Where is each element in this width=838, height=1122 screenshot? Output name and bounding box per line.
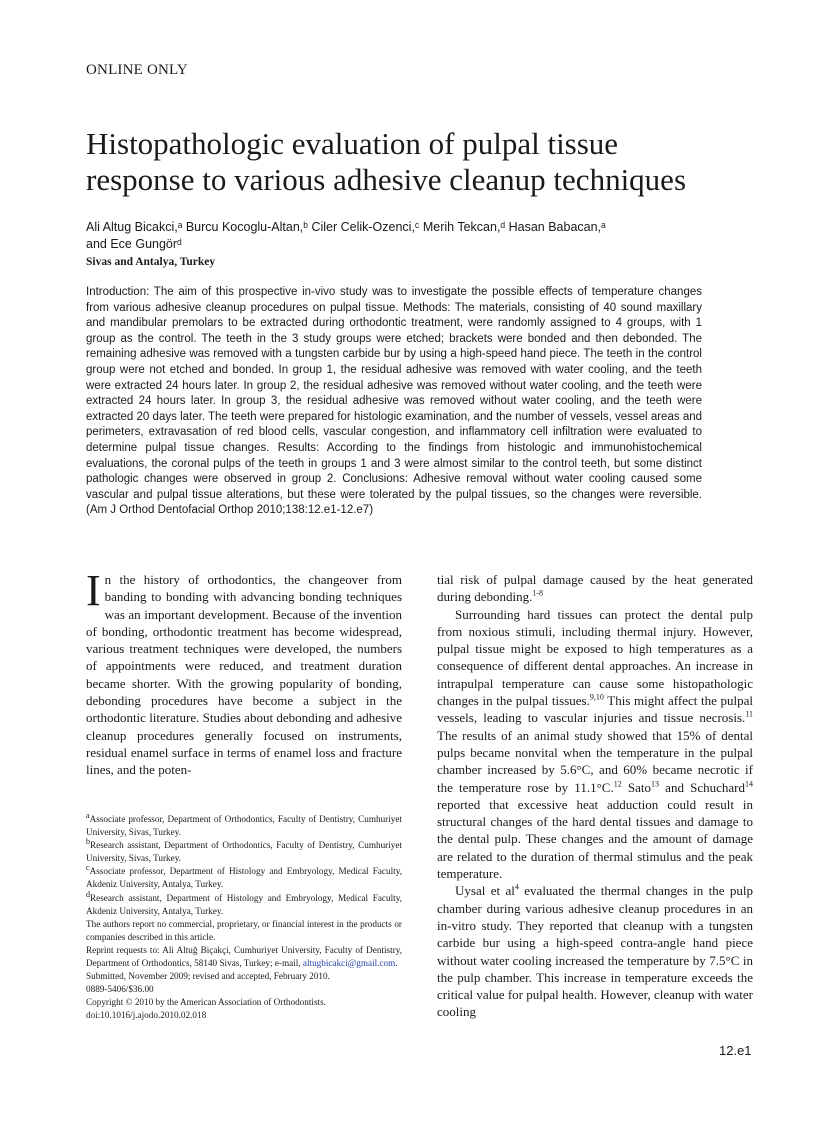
title-line-2: response to various adhesive cleanup techniques xyxy=(86,162,687,197)
footnote-b: $^b$Research assistant, Department of Orthodontics, Faculty of Dentistry, Cumhuriyet University, Sivas, Turkey. xyxy=(86,837,402,864)
citation-ref[interactable]: 12 xyxy=(613,779,622,789)
footnotes xyxy=(86,810,402,1023)
footnote-issn: 0889-5406/$36.00 xyxy=(86,984,154,995)
footnote-copyright: Copyright © 2010 by the American Association of Orthodontists. xyxy=(86,997,326,1008)
citation-ref[interactable]: 4 xyxy=(514,883,519,893)
footnote-disclosure: The authors report no commercial, proprietary, or financial interest in the products or companies described in this article. xyxy=(86,918,402,942)
section-label: ONLINE ONLY xyxy=(86,62,188,78)
footnote-d: $^d$Research assistant, Department of Histology and Embryology, Medical Faculty, Akdeniz University, Antalya, Turkey. xyxy=(86,889,402,916)
body-column-right xyxy=(437,571,753,1021)
article-title xyxy=(86,126,786,198)
citation-ref[interactable]: 1-8 xyxy=(532,588,543,598)
title-line-1: Histopathologic evaluation of pulpal tissue xyxy=(86,126,619,161)
body-paragraph: tial risk of pulpal damage caused by the heat generated during debonding.$^{1-8}$ xyxy=(437,572,753,605)
footnote-reprint: Reprint requests to: Ali Altuğ Biçakçi, Cumhuriyet University, Faculty of Dentistry, Department of Orthodontics, 58140 Sivas, Turkey; e-mail, altugbicakci@gmail.com. xyxy=(86,944,402,969)
body-paragraph: n the history of orthodontics, the changeover from banding to bonding with advancing bonding techniques was an important development. Because of the invention of bonding, orthodontic treatment has become widespread, various treatment techniques were developed, the numbers of appointments were reduced, and treatment duration became shorter. With the growing popularity of bonding, debonding procedures have become a subject in the orthodontic literature. Studies about debonding and adhesive cleanup procedures generally focused on instruments, residual enamel surface in terms of enamel loss and fracture lines, and the poten- xyxy=(86,572,402,778)
footnote-a: $^a$Associate professor, Department of Orthodontics, Faculty of Dentistry, Cumhuriyet University, Sivas, Turkey. xyxy=(86,810,402,838)
citation-ref[interactable]: 11 xyxy=(745,710,753,720)
authors-line-1: Ali Altug Bicakci,ᵃ Burcu Kocoglu-Altan,ᵇ Ciler Celik-Ozenci,ᶜ Merih Tekcan,ᵈ Hasan Babacan,ᵃ xyxy=(86,220,606,234)
author-location: Sivas and Antalya, Turkey xyxy=(86,256,216,268)
email-link[interactable]: altugbicakci@gmail.com xyxy=(302,958,396,969)
footnote-c: $^c$Associate professor, Department of Histology and Embryology, Medical Faculty, Akdeniz University, Antalya, Turkey. xyxy=(86,863,402,890)
citation-ref[interactable]: 13 xyxy=(651,779,659,789)
footnote-doi: doi:10.1016/j.ajodo.2010.02.018 xyxy=(86,1010,207,1021)
abstract: Introduction: The aim of this prospective in-vivo study was to investigate the possible effects of temperature changes from various adhesive cleanup procedures on pulpal tissue. Methods: The materials, consisting of 40 sound maxillary and mandibular premolars to be extracted during orthodontic treatment, were randomly assigned to 4 groups, with 1 group as the control. The teeth in the 3 study groups were etched; brackets were bonded and then debonded. The remaining adhesive was removed with a tungsten carbide bur by using a high-speed hand piece. The teeth in the control group were not etched and bonded. In group 1, the residual adhesive was removed with water cooling, and the teeth were extracted 24 hours later. In group 2, the residual adhesive was removed without water cooling, and the teeth were extracted 24 hours later. In group 3, the residual adhesive was removed without water cooling, and the teeth were extracted 20 days later. The teeth were prepared for histologic examination, and the number of vessels, vessel areas and perimeters, extravasation of red blood cells, vascular congestion, and inflammatory cell infiltration were evaluated to determine pulpal tissue changes. Results: According to the findings from histologic and immunohistochemical evaluations, the coronal pulps of the teeth in groups 1 and 3 were almost similar to the control teeth, but some distinct pathologic changes were observed in group 2. Conclusions: Adhesive removal without water cooling caused some vascular and pulpal tissue alterations, but these were tolerated by the pulpal tissues, so the changes were reversible. (Am J Orthod Dentofacial Orthop 2010;138:12.e1-12.e7) xyxy=(86,286,702,517)
citation-ref[interactable]: 9,10 xyxy=(589,692,604,702)
citation-ref[interactable]: 14 xyxy=(745,779,753,789)
page-number: 12.e1 xyxy=(719,1043,752,1058)
body-paragraph: Uysal et $al^4$ evaluated the thermal changes in the pulp chamber during various adhesive cleanup procedures in an in-vitro study. They reported that cleanup with a tungsten carbide bur using a high-speed contra-angle hand piece without water cooling increased the temperature by 7.5°C in the pulp chamber. This increase in temperature exceeds the critical value for pulpal health. However, cleanup with water cooling xyxy=(437,883,754,1020)
authors-line-2: and Ece Gungörᵈ xyxy=(86,237,182,251)
footnote-submitted: Submitted, November 2009; revised and accepted, February 2010. xyxy=(86,971,330,982)
body-paragraph: Surrounding hard tissues can protect the dental pulp from noxious stimuli, including thermal injury. However, pulpal tissue might be exposed to high temperatures as a consequence of different dental approaches. An increase in intrapulpal temperature can cause some histopathologic changes in the pulpal tissues.$^{9,10}$ This might affect the pulpal vessels, leading to vascular injuries and tissue necrosis.$^{11}$ The results of an animal study showed that 15% of dental pulps became nonvital when the temperature in the pulpal chamber increased by 5.6°C, and 60% became necrotic if the temperature rose by 11.1°C.$^{12}$ Sato$^{13}$ and Schuchard$^{14}$ reported that excessive heat adduction could result in structural changes of the hard dental tissues and damage to the dental pulp. These changes and the amount of damage are related to the duration of thermal stimulus and the peak temperature. xyxy=(437,606,754,882)
author-list xyxy=(86,219,726,253)
drop-cap: I xyxy=(86,566,101,615)
body-column-left xyxy=(86,566,402,779)
